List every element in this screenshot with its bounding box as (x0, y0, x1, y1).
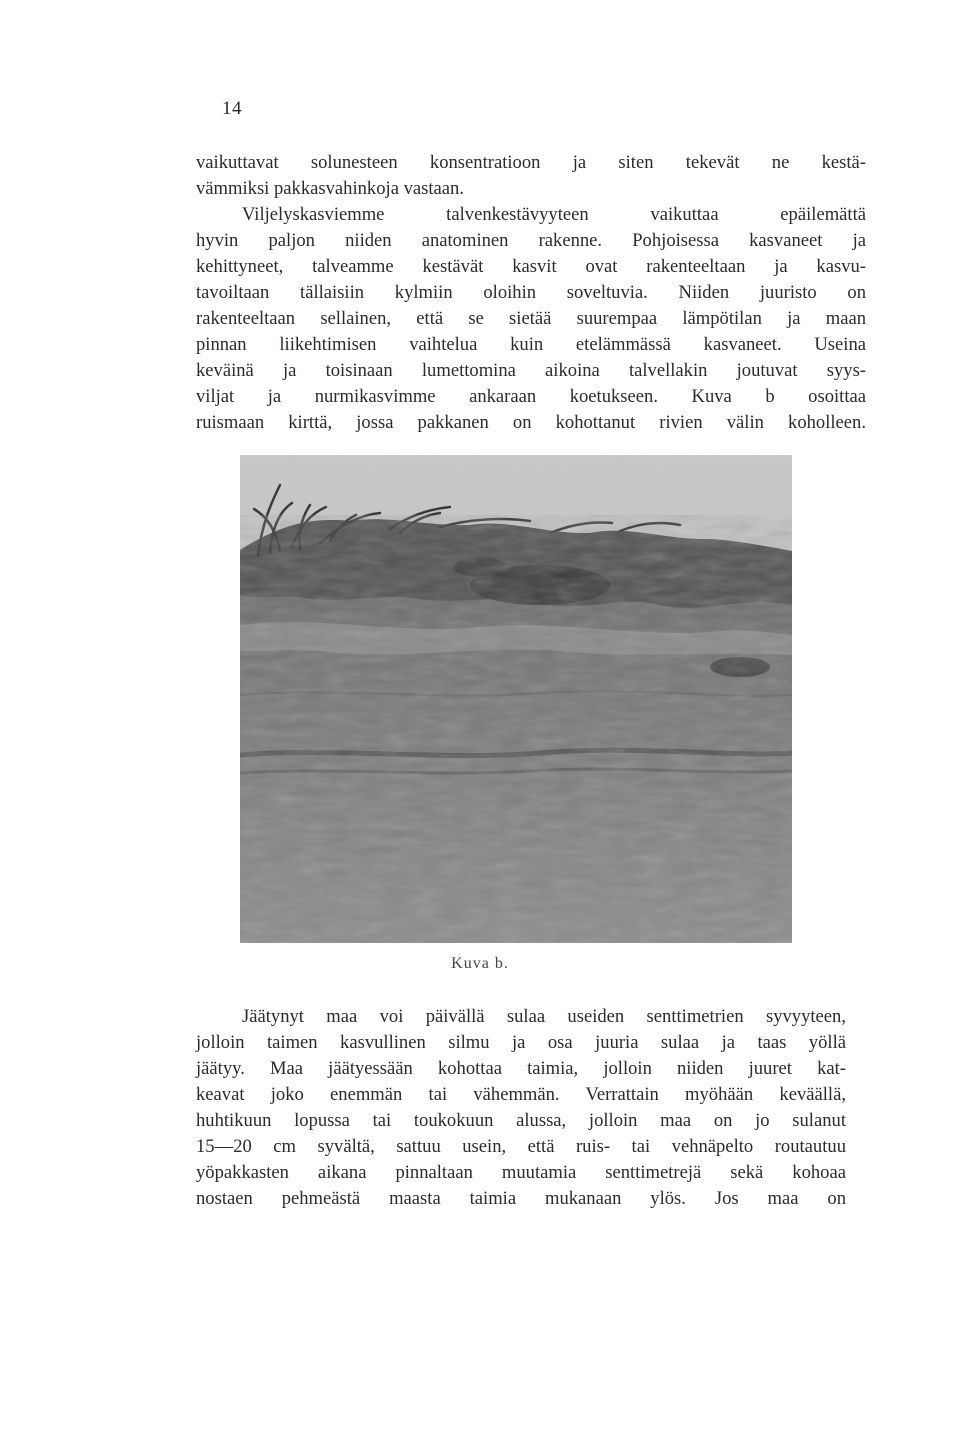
text-line: vaikuttavat solunesteen konsentratioon ja siten tekevät ne kestä- (196, 152, 866, 173)
text-line: tavoiltaan tällaisiin kylmiin oloihin soveltuvia. Niiden juuristo on (196, 282, 866, 303)
text-line: huhtikuun lopussa tai toukokuun alussa, jolloin maa on jo sulanut (196, 1110, 846, 1131)
text-line: jäätyy. Maa jäätyessään kohottaa taimia, jolloin niiden juuret kat- (196, 1058, 846, 1079)
text-line: hyvin paljon niiden anatominen rakenne. Pohjoisessa kasvaneet ja (196, 230, 866, 251)
text-line: rakenteeltaan sellainen, että se sietää suurempaa lämpötilan ja maan (196, 308, 866, 329)
text-line: kehittyneet, talveamme kestävät kasvit ovat rakenteeltaan ja kasvu- (196, 256, 866, 277)
page-number: 14 (222, 98, 242, 119)
text-line: pinnan liikehtimisen vaihtelua kuin etelämmässä kasvaneet. Useina (196, 334, 866, 355)
lower-paragraph (196, 1004, 846, 1212)
text-line: vämmiksi pakkasvahinkoja vastaan. (196, 178, 464, 199)
figure-caption: Kuva b. (451, 955, 509, 972)
text-line: Jäätynyt maa voi päivällä sulaa useiden senttimetrien syvyyteen, (242, 1006, 846, 1027)
upper-paragraph (196, 150, 866, 436)
text-line: nostaen pehmeästä maasta taimia mukanaan ylös. Jos maa on (196, 1188, 846, 1209)
text-line: yöpakkasten aikana pinnaltaan muutamia senttimetrejä sekä kohoaa (196, 1162, 846, 1183)
text-line: ruismaan kirttä, jossa pakkanen on kohottanut rivien välin koholleen. (196, 412, 866, 433)
text-line: viljat ja nurmikasvimme ankaraan koetukseen. Kuva b osoittaa (196, 386, 866, 407)
text-line: keavat joko enemmän tai vähemmän. Verrattain myöhään keväällä, (196, 1084, 846, 1105)
text-line: keväinä ja toisinaan lumettomina aikoina talvellakin joutuvat syys- (196, 360, 866, 381)
text-line: jolloin taimen kasvullinen silmu ja osa juuria sulaa ja taas yöllä (196, 1032, 846, 1053)
text-line: Viljelyskasviemme talvenkestävyyteen vaikuttaa epäilemättä (242, 204, 866, 225)
text-line: 15—20 cm syvältä, sattuu usein, että ruis- tai vehnäpelto routautuu (196, 1136, 846, 1157)
soil-photograph (240, 455, 792, 943)
